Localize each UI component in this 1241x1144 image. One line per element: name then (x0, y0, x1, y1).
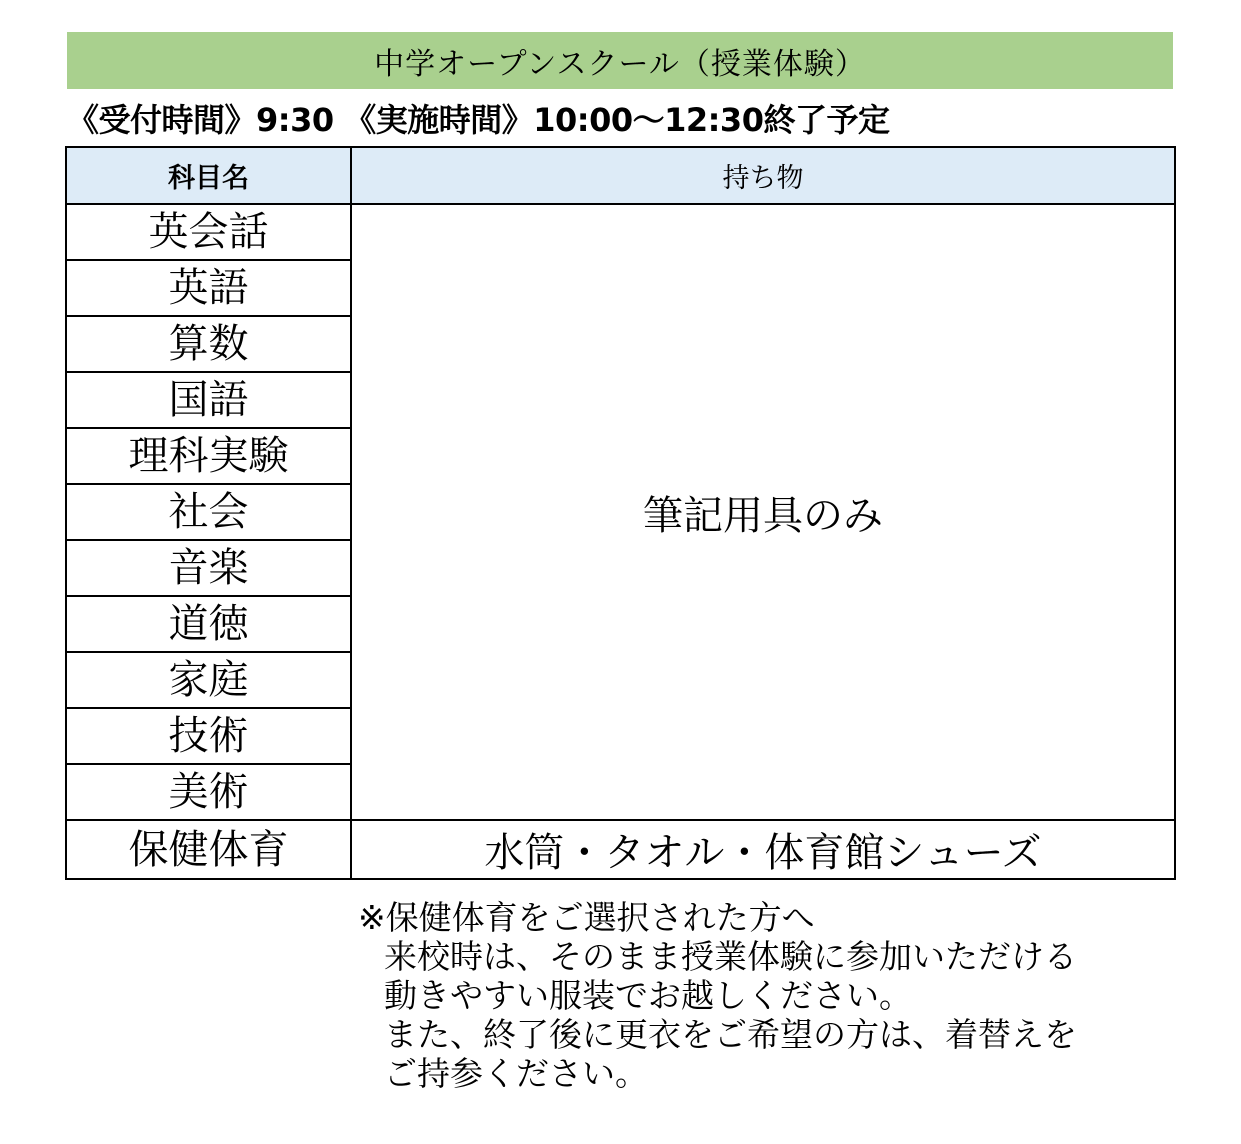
note-line: ご持参ください。 (384, 1054, 648, 1093)
header-items: 持ち物 (351, 147, 1175, 204)
subject-cell: 技術 (66, 708, 351, 764)
subject-cell: 理科実験 (66, 428, 351, 484)
subject-cell: 家庭 (66, 652, 351, 708)
subject-cell: 国語 (66, 372, 351, 428)
subject-cell: 算数 (66, 316, 351, 372)
note-line: 動きやすい服装でお越しください。 (384, 976, 912, 1015)
subject-cell: 社会 (66, 484, 351, 540)
note-line: 来校時は、そのまま授業体験に参加いただける (384, 937, 1077, 976)
table-header-row (66, 147, 1175, 204)
schedule-line: 《受付時間》9:30 《実施時間》10:00～12:30終了予定 (67, 101, 890, 139)
table-row (66, 820, 1175, 879)
subject-cell: 美術 (66, 764, 351, 820)
note-line: また、終了後に更衣をご希望の方は、着替えを (384, 1015, 1077, 1054)
subject-cell: 音楽 (66, 540, 351, 596)
pe-note (358, 898, 1077, 1093)
note-line: ※保健体育をご選択された方へ (358, 898, 815, 937)
subject-cell: 英語 (66, 260, 351, 316)
items-cell-pe: 水筒・タオル・体育館シューズ (351, 820, 1175, 879)
subjects-table (65, 146, 1176, 880)
page-title-banner (67, 32, 1173, 89)
page-title: 中学オープンスクール（授業体験） (374, 46, 866, 82)
table-row (66, 204, 1175, 260)
subject-cell: 英会話 (66, 204, 351, 260)
header-subject: 科目名 (66, 147, 351, 204)
items-cell-writing-tools: 筆記用具のみ (351, 204, 1175, 820)
subject-cell: 道徳 (66, 596, 351, 652)
subject-cell-pe: 保健体育 (66, 820, 351, 879)
